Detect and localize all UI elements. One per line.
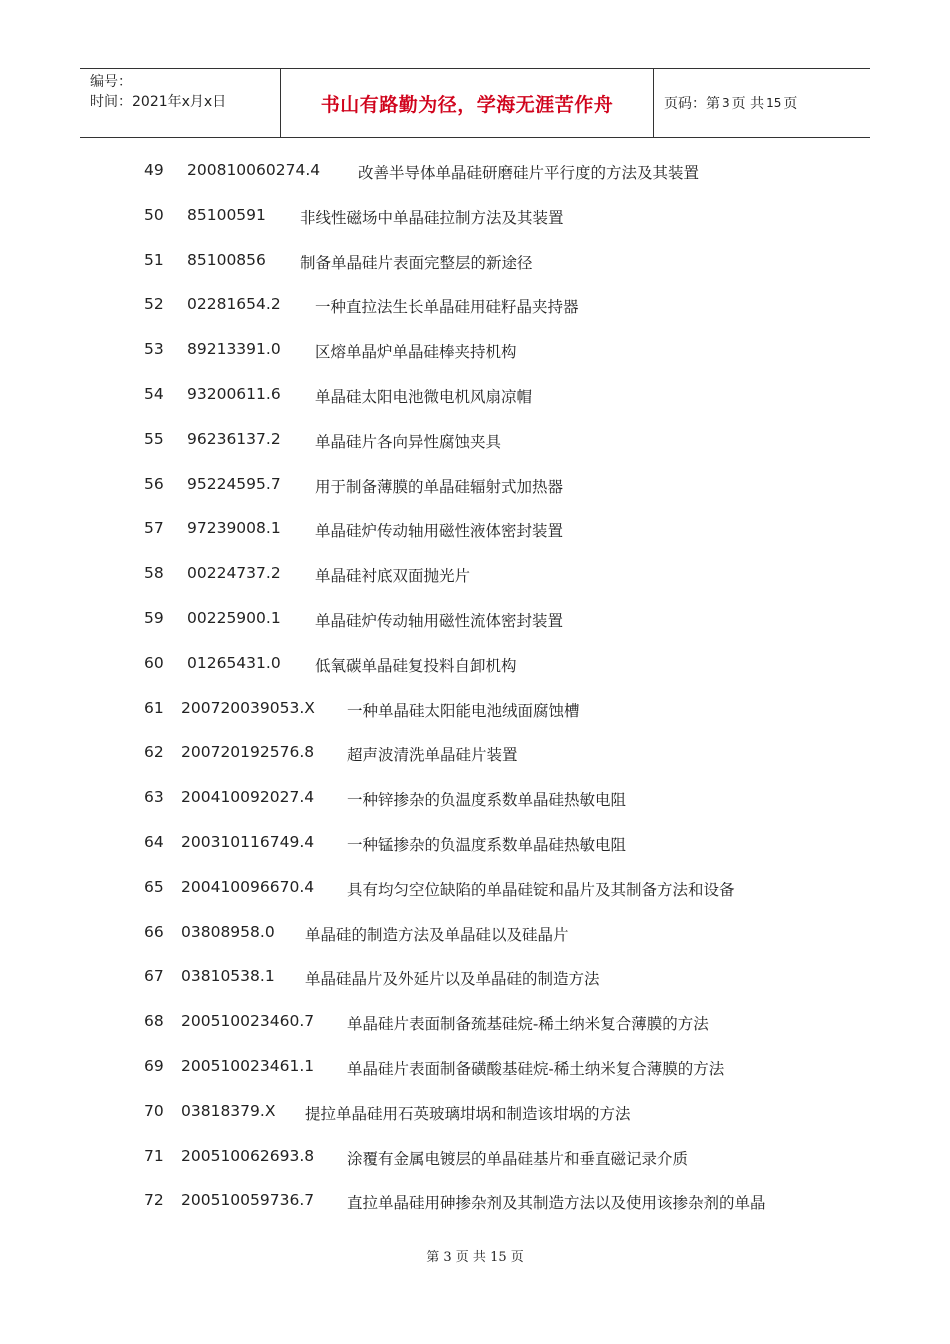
header-page-info <box>654 69 870 137</box>
entry-index: 71 <box>144 1146 164 1165</box>
entry-patent-number: 03810538.1 <box>181 967 275 986</box>
entry-index: 63 <box>144 788 164 807</box>
entry-title: 单晶硅的制造方法及单晶硅以及硅晶片 <box>305 925 569 944</box>
entry-patent-number: 85100856 <box>187 250 266 269</box>
entry-index: 55 <box>144 429 164 448</box>
entry-index: 67 <box>144 967 164 986</box>
entry-patent-number: 97239008.1 <box>187 519 281 538</box>
entry-title: 一种锌掺杂的负温度系数单晶硅热敏电阻 <box>347 791 627 810</box>
entry-patent-number: 02281654.2 <box>187 295 281 314</box>
footer-mid: 页 共 <box>455 1250 486 1265</box>
entry-title: 单晶硅炉传动轴用磁性液体密封装置 <box>315 522 564 541</box>
entry-index: 72 <box>144 1191 164 1210</box>
entry-title: 单晶硅片表面制备磺酸基硅烷-稀土纳米复合薄膜的方法 <box>347 1060 725 1078</box>
entry-index: 65 <box>144 877 164 896</box>
entry-index: 69 <box>144 1057 164 1075</box>
entry-patent-number: 200810060274.4 <box>187 161 321 179</box>
entry-patent-number: 03818379.X <box>181 1101 276 1120</box>
page-current: 3 <box>722 96 730 110</box>
entry-patent-number: 200410092027.4 <box>181 788 315 807</box>
entry-patent-number: 96236137.2 <box>187 429 281 448</box>
entry-patent-number: 85100591 <box>187 205 266 224</box>
entry-index: 54 <box>144 385 164 403</box>
footer-current: 3 <box>443 1250 452 1265</box>
entry-patent-number: 01265431.0 <box>187 653 281 672</box>
entry-index: 64 <box>144 833 164 851</box>
page-mid: 页 共 <box>731 96 765 112</box>
entry-index: 68 <box>144 1012 164 1031</box>
date-label: 时间：2021年x月x日 <box>90 94 227 110</box>
entry-index: 59 <box>144 609 164 627</box>
footer-total: 15 <box>490 1250 507 1265</box>
entry-index: 53 <box>144 340 164 359</box>
page-prefix: 页码：第 <box>664 96 720 112</box>
entry-title: 单晶硅炉传动轴用磁性流体密封装置 <box>315 612 564 630</box>
entry-title: 用于制备薄膜的单晶硅辐射式加热器 <box>315 477 564 496</box>
entry-patent-number: 89213391.0 <box>187 340 281 359</box>
entry-patent-number: 200720039053.X <box>181 698 315 717</box>
page-footer <box>0 1246 950 1265</box>
entry-index: 49 <box>144 161 164 179</box>
entry-title: 单晶硅片各向异性腐蚀夹具 <box>315 432 502 451</box>
entry-title: 改善半导体单晶硅研磨硅片平行度的方法及其装置 <box>358 164 700 182</box>
entry-title: 涂覆有金属电镀层的单晶硅基片和垂直磁记录介质 <box>347 1149 689 1168</box>
entry-patent-number: 200510062693.8 <box>181 1146 315 1165</box>
entry-index: 66 <box>144 922 164 941</box>
entry-title: 单晶硅衬底双面抛光片 <box>315 567 471 586</box>
entry-index: 51 <box>144 250 164 269</box>
entry-patent-number: 93200611.6 <box>187 385 281 403</box>
entry-title: 提拉单晶硅用石英玻璃坩埚和制造该坩埚的方法 <box>305 1104 631 1123</box>
entry-patent-number: 200410096670.4 <box>181 877 315 896</box>
entry-title: 区熔单晶炉单晶硅棒夹持机构 <box>315 343 517 362</box>
header-motto: 书山有路勤为径，学海无涯苦作舟 <box>281 69 654 137</box>
entry-patent-number: 03808958.0 <box>181 922 275 941</box>
entry-patent-number: 200510023461.1 <box>181 1057 315 1075</box>
entry-title: 单晶硅片表面制备巯基硅烷-稀土纳米复合薄膜的方法 <box>347 1015 709 1034</box>
entry-patent-number: 200720192576.8 <box>181 743 315 762</box>
page-suffix: 页 <box>783 96 798 112</box>
entry-index: 56 <box>144 474 164 493</box>
header-meta <box>80 69 281 137</box>
entry-title: 一种直拉法生长单晶硅用硅籽晶夹持器 <box>315 298 579 317</box>
entry-title: 非线性磁场中单晶硅拉制方法及其装置 <box>300 208 564 227</box>
entry-patent-number: 95224595.7 <box>187 474 281 493</box>
entry-index: 70 <box>144 1101 164 1120</box>
entry-index: 61 <box>144 698 164 717</box>
entry-title: 制备单晶硅片表面完整层的新途径 <box>300 253 533 272</box>
entry-index: 62 <box>144 743 164 762</box>
page-total: 15 <box>766 96 782 110</box>
entry-index: 57 <box>144 519 164 538</box>
footer-prefix: 第 <box>426 1250 440 1265</box>
entry-patent-number: 200510059736.7 <box>181 1191 315 1210</box>
entry-title: 超声波清洗单晶硅片装置 <box>347 746 518 765</box>
entry-patent-number: 200310116749.4 <box>181 833 315 851</box>
entry-title: 单晶硅晶片及外延片以及单晶硅的制造方法 <box>305 970 600 989</box>
entry-title: 一种单晶硅太阳能电池绒面腐蚀槽 <box>347 701 580 720</box>
entry-title: 直拉单晶硅用砷掺杂剂及其制造方法以及使用该掺杂剂的单晶 <box>347 1194 766 1213</box>
entry-title: 单晶硅太阳电池微电机风扇凉帽 <box>315 388 533 406</box>
serial-label: 编号： <box>90 74 132 90</box>
entry-index: 60 <box>144 653 164 672</box>
entry-index: 58 <box>144 564 164 583</box>
entry-index: 52 <box>144 295 164 314</box>
entry-title: 具有均匀空位缺陷的单晶硅锭和晶片及其制备方法和设备 <box>347 880 735 899</box>
entry-patent-number: 00224737.2 <box>187 564 281 583</box>
entry-title: 一种锰掺杂的负温度系数单晶硅热敏电阻 <box>347 836 627 854</box>
entry-title: 低氧碳单晶硅复投料自卸机构 <box>315 656 517 675</box>
document-header <box>80 68 870 138</box>
entry-patent-number: 200510023460.7 <box>181 1012 315 1031</box>
entry-patent-number: 00225900.1 <box>187 609 281 627</box>
footer-suffix: 页 <box>510 1250 524 1265</box>
entry-index: 50 <box>144 205 164 224</box>
